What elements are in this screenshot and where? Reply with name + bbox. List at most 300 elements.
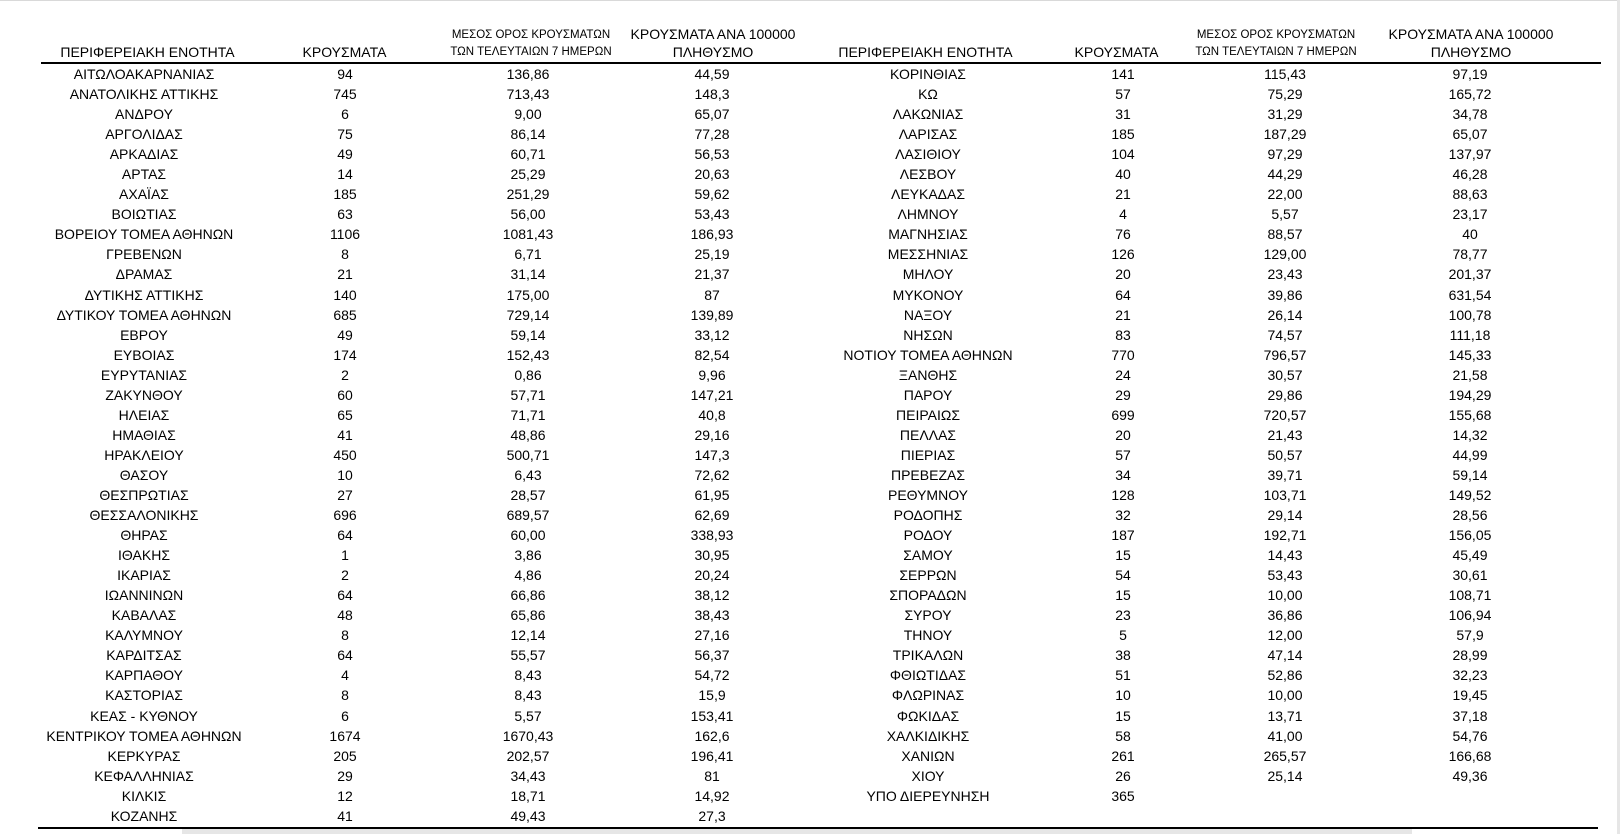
cell-cases: 685 (333, 306, 357, 323)
cell-cases: 128 (1111, 486, 1135, 503)
cell-region: ΥΠΟ ΔΙΕΡΕΥΝΗΣΗ (866, 787, 990, 804)
cell-cases: 15 (1115, 547, 1131, 564)
cell-cases: 21 (1115, 186, 1131, 203)
table-body-left (41, 64, 834, 826)
header-avg7-line2: ΤΩΝ ΤΕΛΕΥΤΑΙΩΝ 7 ΗΜΕΡΩΝ (1195, 46, 1357, 58)
cell-cases: 6 (341, 106, 349, 123)
cell-per100k: 137,97 (1448, 146, 1492, 163)
cell-region: ΙΚΑΡΙΑΣ (117, 567, 171, 584)
cell-cases: 40 (1115, 166, 1131, 183)
cell-cases: 64 (337, 527, 353, 544)
cell-per100k: 44,99 (1452, 446, 1488, 463)
cell-region: ΠΑΡΟΥ (903, 386, 953, 403)
cell-per100k: 155,68 (1448, 406, 1492, 423)
table-row (834, 405, 1601, 425)
cell-cases: 365 (1111, 787, 1135, 804)
cell-region: ΝΗΣΩΝ (903, 326, 953, 343)
cell-avg7: 52,86 (1267, 667, 1303, 684)
cell-avg7: 39,86 (1267, 286, 1303, 303)
cell-per100k: 147,3 (694, 446, 730, 463)
table-row (834, 605, 1601, 625)
cell-per100k: 87 (704, 286, 720, 303)
table-row (834, 585, 1601, 605)
header-avg7-line2: ΤΩΝ ΤΕΛΕΥΤΑΙΩΝ 7 ΗΜΕΡΩΝ (450, 46, 612, 58)
cell-per100k: 45,49 (1452, 547, 1488, 564)
cell-region: ΚΕΝΤΡΙΚΟΥ ΤΟΜΕΑ ΑΘΗΝΩΝ (46, 727, 242, 744)
cell-per100k: 139,89 (690, 306, 734, 323)
table-row (41, 665, 834, 685)
table-row (41, 645, 834, 665)
table-row (834, 565, 1601, 585)
cell-avg7: 265,57 (1263, 747, 1307, 764)
cell-avg7: 75,29 (1267, 86, 1303, 103)
cell-per100k: 196,41 (690, 747, 734, 764)
cell-region: ΠΙΕΡΙΑΣ (900, 446, 956, 463)
cell-region: ΧΑΝΙΩΝ (901, 747, 955, 764)
cell-cases: 65 (337, 406, 353, 423)
cell-region: ΦΘΙΩΤΙΔΑΣ (889, 667, 967, 684)
cell-avg7: 4,86 (514, 567, 542, 584)
cell-cases: 83 (1115, 326, 1131, 343)
header-avg7-line1: ΜΕΣΟΣ ΟΡΟΣ ΚΡΟΥΣΜΑΤΩΝ (1196, 29, 1356, 41)
cell-cases: 15 (1115, 707, 1131, 724)
cell-avg7: 48,86 (510, 426, 546, 443)
cell-cases: 126 (1111, 246, 1135, 263)
cell-region: ΝΑΞΟΥ (903, 306, 953, 323)
table-row (834, 706, 1601, 726)
cell-region: ΑΡΓΟΛΙΔΑΣ (105, 126, 183, 143)
cell-cases: 64 (1115, 286, 1131, 303)
cell-cases: 174 (333, 346, 357, 363)
cell-per100k: 166,68 (1448, 747, 1492, 764)
cell-region: ΑΡΚΑΔΙΑΣ (109, 146, 179, 163)
cell-cases: 185 (1111, 126, 1135, 143)
cell-avg7: 29,14 (1267, 507, 1303, 524)
table-row (41, 806, 834, 826)
table-row (834, 64, 1601, 84)
cell-per100k: 88,63 (1452, 186, 1488, 203)
table-row (41, 124, 834, 144)
cell-per100k: 338,93 (690, 527, 734, 544)
cell-avg7: 192,71 (1263, 527, 1307, 544)
cell-avg7: 47,14 (1267, 647, 1303, 664)
table-row (834, 285, 1601, 305)
cell-avg7: 39,71 (1267, 466, 1303, 483)
header-region: ΠΕΡΙΦΕΡΕΙΑΚΗ ΕΝΟΤΗΤΑ (60, 44, 235, 60)
cell-region: ΚΟΡΙΝΘΙΑΣ (890, 66, 966, 82)
table-row (41, 465, 834, 485)
cell-cases: 41 (337, 426, 353, 443)
cell-region: ΤΗΝΟΥ (903, 627, 953, 644)
cell-cases: 34 (1115, 466, 1131, 483)
table-row (834, 465, 1601, 485)
cell-region: ΒΟΡΕΙΟΥ ΤΟΜΕΑ ΑΘΗΝΩΝ (54, 226, 234, 243)
cell-per100k: 59,14 (1452, 466, 1488, 483)
cell-avg7: 251,29 (506, 186, 550, 203)
cell-region: ΕΥΒΟΙΑΣ (113, 346, 175, 363)
cell-avg7: 3,86 (514, 547, 542, 564)
cell-avg7: 10,00 (1267, 587, 1303, 604)
cell-per100k: 53,43 (694, 206, 730, 223)
table-row (41, 244, 834, 264)
cell-avg7: 31,14 (510, 266, 546, 283)
cell-per100k: 62,69 (694, 507, 730, 524)
table-row (834, 345, 1601, 365)
table-row (834, 264, 1601, 284)
cell-avg7: 29,86 (1267, 386, 1303, 403)
cell-region: ΚΙΛΚΙΣ (121, 787, 167, 804)
cell-region: ΜΑΓΝΗΣΙΑΣ (888, 226, 968, 243)
cell-avg7: 5,57 (1271, 206, 1299, 223)
cell-per100k: 65,07 (1452, 126, 1488, 143)
table-row (41, 485, 834, 505)
cell-region: ΛΕΣΒΟΥ (899, 166, 957, 183)
cell-cases: 20 (1115, 426, 1131, 443)
cell-cases: 58 (1115, 727, 1131, 744)
cell-avg7: 14,43 (1267, 547, 1303, 564)
cell-region: ΒΟΙΩΤΙΑΣ (111, 206, 177, 223)
cell-per100k: 186,93 (690, 226, 734, 243)
cell-region: ΠΕΙΡΑΙΩΣ (896, 406, 960, 423)
cell-cases: 51 (1115, 667, 1131, 684)
cell-cases: 15 (1115, 587, 1131, 604)
cell-region: ΙΩΑΝΝΙΝΩΝ (104, 587, 184, 604)
cell-region: ΚΑΡΔΙΤΣΑΣ (106, 647, 182, 664)
cell-per100k: 20,24 (694, 567, 730, 584)
cell-per100k: 21,58 (1452, 366, 1488, 383)
cell-per100k: 106,94 (1448, 607, 1492, 624)
table-row (834, 204, 1601, 224)
cell-cases: 450 (333, 446, 357, 463)
cell-cases: 20 (1115, 266, 1131, 283)
table-row (41, 345, 834, 365)
table-row (834, 665, 1601, 685)
table-row (41, 224, 834, 244)
cell-avg7: 36,86 (1267, 607, 1303, 624)
cell-avg7: 26,14 (1267, 306, 1303, 323)
cell-avg7: 66,86 (510, 587, 546, 604)
cell-avg7: 34,43 (510, 767, 546, 784)
table-row (41, 104, 834, 124)
cell-region: ΚΕΡΚΥΡΑΣ (107, 747, 181, 764)
table-row (834, 766, 1601, 786)
cell-avg7: 22,00 (1267, 186, 1303, 203)
table-row (41, 766, 834, 786)
table-row (41, 786, 834, 806)
table-row (834, 385, 1601, 405)
cell-cases: 10 (1115, 687, 1131, 704)
table-row (41, 144, 834, 164)
cell-cases: 6 (341, 707, 349, 724)
header-per100k-line1: ΚΡΟΥΣΜΑΤΑ ΑΝΑ 100000 (1388, 26, 1554, 42)
table-row (834, 786, 1601, 806)
table-row (834, 224, 1601, 244)
cell-cases: 696 (333, 507, 357, 524)
cell-per100k: 23,17 (1452, 206, 1488, 223)
table-row (834, 545, 1601, 565)
cell-cases: 49 (337, 146, 353, 163)
table-row (834, 325, 1601, 345)
table-row (834, 144, 1601, 164)
cell-per100k: 29,16 (694, 426, 730, 443)
cell-per100k: 32,23 (1452, 667, 1488, 684)
cell-cases: 1 (341, 547, 349, 564)
cell-per100k: 28,99 (1452, 647, 1488, 664)
cell-cases: 5 (1119, 627, 1127, 644)
cell-per100k: 28,56 (1452, 507, 1488, 524)
table-row (41, 726, 834, 746)
table-row (834, 685, 1601, 705)
cell-region: ΠΕΛΛΑΣ (899, 426, 957, 443)
table-row (41, 425, 834, 445)
cell-cases: 26 (1115, 767, 1131, 784)
cell-cases: 75 (337, 126, 353, 143)
table-row (834, 505, 1601, 525)
header-cases: ΚΡΟΥΣΜΑΤΑ (302, 44, 387, 60)
cell-cases: 104 (1111, 146, 1135, 163)
cell-region: ΓΡΕΒΕΝΩΝ (106, 246, 182, 263)
table-row (41, 84, 834, 104)
cell-cases: 49 (337, 326, 353, 343)
cell-per100k: 44,59 (694, 66, 730, 82)
cell-region: ΧΑΛΚΙΔΙΚΗΣ (886, 727, 970, 744)
cell-avg7: 12,00 (1267, 627, 1303, 644)
cell-cases: 64 (337, 587, 353, 604)
cell-region: ΑΝΑΤΟΛΙΚΗΣ ΑΤΤΙΚΗΣ (69, 86, 219, 103)
cell-region: ΛΑΚΩΝΙΑΣ (892, 106, 964, 123)
cell-per100k: 54,76 (1452, 727, 1488, 744)
cell-per100k: 9,96 (698, 366, 726, 383)
cell-per100k: 147,21 (690, 386, 734, 403)
cell-region: ΔΥΤΙΚΟΥ ΤΟΜΕΑ ΑΘΗΝΩΝ (56, 306, 232, 323)
cell-avg7: 729,14 (506, 306, 550, 323)
cell-avg7: 44,29 (1267, 166, 1303, 183)
table-row (41, 445, 834, 465)
cell-region: ΛΑΣΙΘΙΟΥ (895, 146, 961, 163)
cell-per100k: 27,16 (694, 627, 730, 644)
cell-region: ΘΗΡΑΣ (120, 527, 168, 544)
table-row (41, 565, 834, 585)
cell-cases: 10 (337, 466, 353, 483)
cell-region: ΜΗΛΟΥ (902, 266, 954, 283)
cell-avg7: 13,71 (1267, 707, 1303, 724)
cell-per100k: 56,37 (694, 647, 730, 664)
cell-cases: 21 (337, 266, 353, 283)
cell-avg7: 1670,43 (502, 727, 554, 744)
table-row (41, 365, 834, 385)
cell-per100k: 20,63 (694, 166, 730, 183)
cell-per100k: 14,32 (1452, 426, 1488, 443)
cell-avg7: 5,57 (514, 707, 542, 724)
cell-cases: 57 (1115, 86, 1131, 103)
cell-avg7: 49,43 (510, 807, 546, 824)
cell-region: ΙΘΑΚΗΣ (118, 547, 170, 564)
cell-region: ΚΑΛΥΜΝΟΥ (105, 627, 183, 644)
cell-per100k: 30,95 (694, 547, 730, 564)
cell-cases: 8 (341, 627, 349, 644)
cases-table-left (41, 20, 834, 826)
cell-avg7: 202,57 (506, 747, 550, 764)
table-row (41, 325, 834, 345)
table-row (41, 746, 834, 766)
cell-per100k: 30,61 (1452, 567, 1488, 584)
cell-per100k: 156,05 (1448, 527, 1492, 544)
cell-cases: 31 (1115, 106, 1131, 123)
cell-cases: 12 (337, 787, 353, 804)
cell-cases: 770 (1111, 346, 1135, 363)
cell-region: ΡΟΔΟΥ (903, 527, 953, 544)
cell-per100k: 82,54 (694, 346, 730, 363)
cell-cases: 48 (337, 607, 353, 624)
cell-region: ΝΟΤΙΟΥ ΤΟΜΕΑ ΑΘΗΝΩΝ (843, 346, 1013, 363)
cell-cases: 8 (341, 246, 349, 263)
cell-cases: 185 (333, 186, 357, 203)
table-row (41, 685, 834, 705)
cell-cases: 60 (337, 386, 353, 403)
cell-avg7: 129,00 (1263, 246, 1307, 263)
cell-avg7: 713,43 (506, 86, 550, 103)
cell-per100k: 77,28 (694, 126, 730, 143)
cell-region: ΑΝΔΡΟΥ (115, 106, 173, 123)
cell-region: ΜΕΣΣΗΝΙΑΣ (887, 246, 969, 263)
cell-avg7: 9,00 (514, 106, 542, 123)
cell-avg7: 18,71 (510, 787, 546, 804)
cell-region: ΘΕΣΠΡΩΤΙΑΣ (99, 486, 189, 503)
table-row (41, 585, 834, 605)
cell-cases: 38 (1115, 647, 1131, 664)
cell-region: ΑΡΤΑΣ (121, 166, 167, 183)
cell-avg7: 88,57 (1267, 226, 1303, 243)
cell-per100k: 108,71 (1448, 587, 1492, 604)
cell-avg7: 60,71 (510, 146, 546, 163)
table-row (41, 264, 834, 284)
cell-per100k: 201,37 (1448, 266, 1492, 283)
cell-region: ΞΑΝΘΗΣ (898, 366, 958, 383)
cell-avg7: 6,71 (514, 246, 542, 263)
cell-per100k: 34,78 (1452, 106, 1488, 123)
cell-per100k: 57,9 (1456, 627, 1484, 644)
cell-avg7: 103,71 (1263, 486, 1307, 503)
cell-cases: 745 (333, 86, 357, 103)
cell-avg7: 187,29 (1263, 126, 1307, 143)
cell-per100k: 54,72 (694, 667, 730, 684)
cell-region: ΗΛΕΙΑΣ (118, 406, 170, 423)
cases-table-right (834, 20, 1601, 806)
cell-region: ΚΕΦΑΛΛΗΝΙΑΣ (94, 767, 194, 784)
cell-avg7: 31,29 (1267, 106, 1303, 123)
cell-per100k: 78,77 (1452, 246, 1488, 263)
table-row (41, 625, 834, 645)
cell-cases: 32 (1115, 507, 1131, 524)
table-row (41, 385, 834, 405)
cell-region: ΦΛΩΡΙΝΑΣ (891, 687, 965, 704)
cell-per100k: 61,95 (694, 486, 730, 503)
cell-region: ΜΥΚΟΝΟΥ (892, 286, 964, 303)
table-row (41, 64, 834, 84)
header-region: ΠΕΡΙΦΕΡΕΙΑΚΗ ΕΝΟΤΗΤΑ (838, 44, 1013, 60)
cell-per100k: 149,52 (1448, 486, 1492, 503)
cell-avg7: 41,00 (1267, 727, 1303, 744)
cell-avg7: 60,00 (510, 527, 546, 544)
cell-avg7: 689,57 (506, 507, 550, 524)
header-per100k-line2: ΠΛΗΘΥΣΜΟ (1430, 44, 1512, 60)
cell-avg7: 175,00 (506, 286, 550, 303)
cell-region: ΖΑΚΥΝΘΟΥ (105, 386, 183, 403)
cell-region: ΔΥΤΙΚΗΣ ΑΤΤΙΚΗΣ (84, 286, 204, 303)
top-border (0, 0, 1620, 1)
table-row (41, 285, 834, 305)
cell-region: ΠΡΕΒΕΖΑΣ (890, 466, 965, 483)
cell-avg7: 720,57 (1263, 406, 1307, 423)
cell-cases: 63 (337, 206, 353, 223)
header-per100k-line1: ΚΡΟΥΣΜΑΤΑ ΑΝΑ 100000 (630, 26, 796, 42)
table-row (41, 706, 834, 726)
cell-cases: 2 (341, 567, 349, 584)
cell-cases: 1674 (329, 727, 361, 744)
cell-per100k: 14,92 (694, 787, 730, 804)
cell-per100k: 40 (1462, 226, 1478, 243)
cell-avg7: 28,57 (510, 486, 546, 503)
table-row (834, 365, 1601, 385)
cell-avg7: 55,57 (510, 647, 546, 664)
cell-cases: 1106 (329, 226, 361, 243)
cell-cases: 699 (1111, 406, 1135, 423)
cell-region: ΘΕΣΣΑΛΟΝΙΚΗΣ (89, 507, 199, 524)
cell-avg7: 8,43 (514, 667, 542, 684)
cell-region: ΤΡΙΚΑΛΩΝ (892, 647, 964, 664)
horizontal-scrollbar[interactable] (182, 829, 1412, 834)
cell-region: ΣΥΡΟΥ (904, 607, 952, 624)
cell-region: ΣΠΟΡΑΔΩΝ (889, 587, 967, 604)
cell-cases: 24 (1115, 366, 1131, 383)
cell-per100k: 46,28 (1452, 166, 1488, 183)
cell-per100k: 162,6 (694, 727, 730, 744)
cell-per100k: 49,36 (1452, 767, 1488, 784)
cell-avg7: 152,43 (506, 346, 550, 363)
cell-per100k: 21,37 (694, 266, 730, 283)
cell-region: ΛΗΜΝΟΥ (897, 206, 959, 223)
cell-region: ΚΩ (918, 86, 938, 103)
cell-region: ΗΡΑΚΛΕΙΟΥ (104, 446, 184, 463)
cell-cases: 141 (1111, 66, 1135, 82)
table-row (834, 525, 1601, 545)
table-row (41, 204, 834, 224)
cell-avg7: 10,00 (1267, 687, 1303, 704)
table-row (834, 625, 1601, 645)
cell-per100k: 111,18 (1449, 326, 1491, 343)
table-row (834, 305, 1601, 325)
table-row (834, 164, 1601, 184)
table-row (834, 104, 1601, 124)
cell-per100k: 33,12 (694, 326, 730, 343)
cell-avg7: 12,14 (510, 627, 546, 644)
cell-cases: 41 (337, 807, 353, 824)
cell-cases: 8 (341, 687, 349, 704)
cell-cases: 64 (337, 647, 353, 664)
cell-per100k: 148,3 (694, 86, 730, 103)
cell-cases: 29 (337, 767, 353, 784)
header-cases: ΚΡΟΥΣΜΑΤΑ (1074, 44, 1159, 60)
cell-region: ΕΥΡΥΤΑΝΙΑΣ (100, 366, 188, 383)
cell-per100k: 56,53 (694, 146, 730, 163)
cell-cases: 76 (1115, 226, 1131, 243)
cell-avg7: 136,86 (506, 66, 550, 82)
header-avg7 (1195, 27, 1357, 61)
cell-region: ΔΡΑΜΑΣ (115, 266, 173, 283)
cell-region: ΛΕΥΚΑΔΑΣ (890, 186, 966, 203)
cell-avg7: 71,71 (510, 406, 546, 423)
cell-region: ΑΙΤΩΛΟΑΚΑΡΝΑΝΙΑΣ (73, 66, 215, 82)
